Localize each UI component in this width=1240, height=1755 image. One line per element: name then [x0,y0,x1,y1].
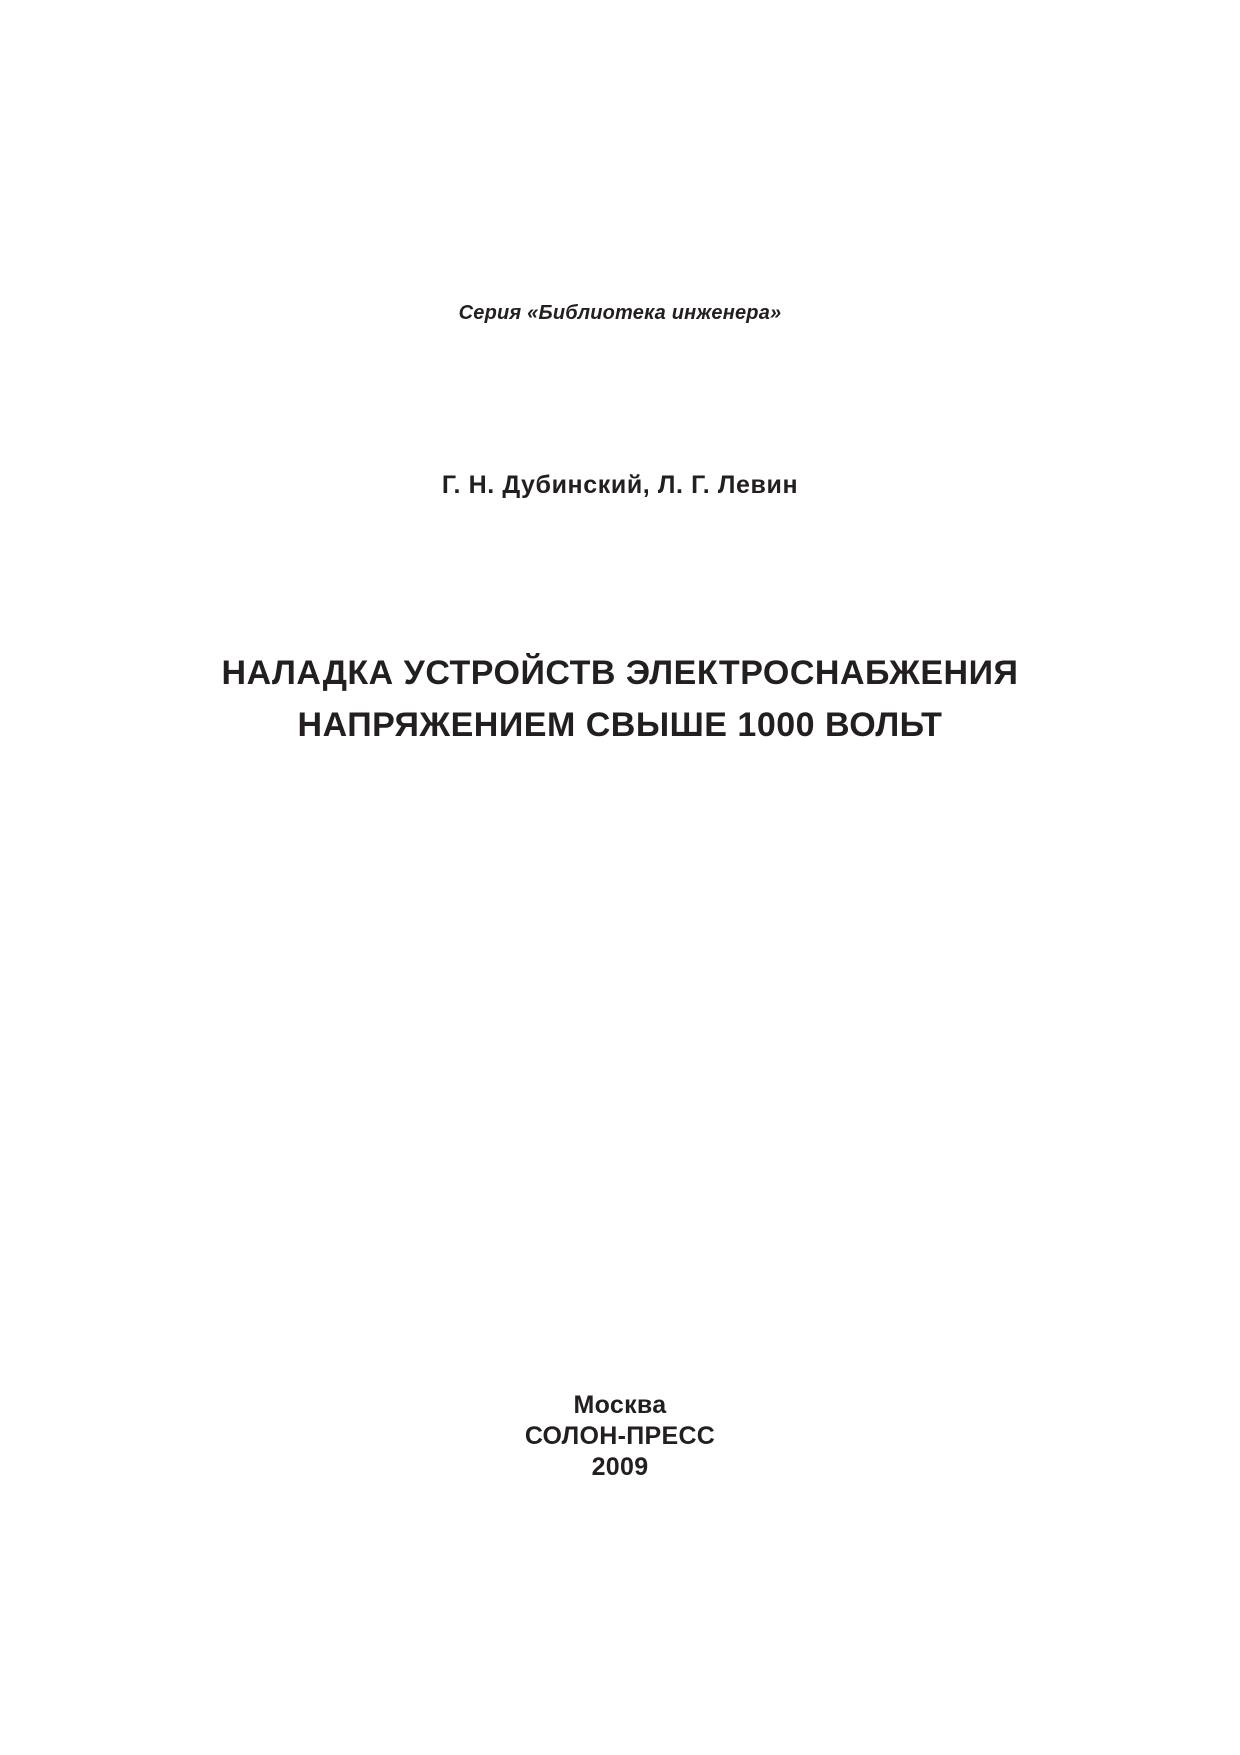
book-title-line-2: НАПРЯЖЕНИЕМ СВЫШЕ 1000 ВОЛЬТ [297,706,943,744]
book-title-line-1: НАЛАДКА УСТРОЙСТВ ЭЛЕКТРОСНАБЖЕНИЯ [221,654,1019,692]
series-name: Серия «Библиотека инженера» [458,302,782,324]
imprint [0,1390,1240,1483]
imprint-publisher: СОЛОН-ПРЕСС [524,1422,716,1450]
book-title [0,647,1240,751]
authors: Г. Н. Дубинский, Л. Г. Левин [441,471,799,499]
imprint-city: Москва [573,1391,667,1419]
imprint-year: 2009 [591,1453,649,1481]
